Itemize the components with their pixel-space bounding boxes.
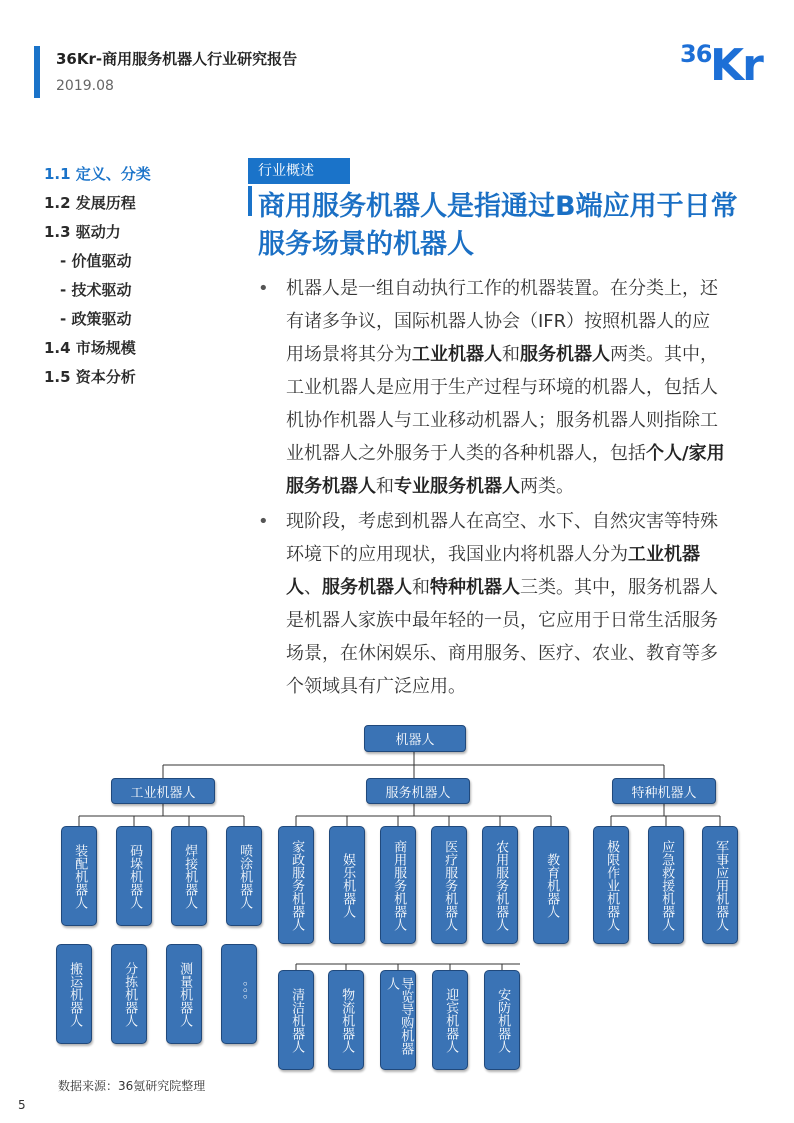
brand-logo: [676, 30, 772, 96]
node-entertainment-robot: 娱乐机器人: [329, 826, 365, 944]
node-assembly-robot: 装配机器人: [61, 826, 97, 926]
robot-classification-diagram: [0, 720, 794, 1080]
headline-accent-bar: [248, 186, 252, 216]
node-cleaning-robot: 清洁机器人: [278, 970, 314, 1070]
text: 机器人是一组自动执行工作的机器装置。在分类上，还有诸多争议，国际机器人协会（IFR）按照机器人的应用场景将其分为: [286, 278, 718, 365]
data-source-note: 数据来源：36氪研究院整理: [58, 1079, 206, 1093]
node-commercial-service-robot: 商用服务机器人: [380, 826, 416, 944]
toc-item-definition[interactable]: 1.1 定义、分类: [44, 165, 151, 183]
text: 两类。其中，工业机器人是应用于生产过程与环境的机器人，包括人机协作机器人与工业移动机器人；服务机器人则指除工业机器人之外服务于人类的各种机器人，包括: [286, 344, 718, 464]
node-welding-robot: 焊接机器人: [171, 826, 207, 926]
text: 、: [304, 577, 322, 598]
text: 三类。其中，服务机器人是机器人家族中最年轻的一员，它应用于日常生活服务场景，在休闲娱乐、商用服务、医疗、农业、教育等多个领域具有广泛应用。: [286, 577, 718, 697]
section-headline: 商用服务机器人是指通过B端应用于日常服务场景的机器人: [258, 191, 738, 260]
bold-text: 工业机器人: [412, 344, 502, 365]
bullet-dot: •: [258, 278, 269, 299]
node-handling-robot: 搬运机器人: [56, 944, 92, 1044]
node-emergency-rescue-robot: 应急救援机器人: [648, 826, 684, 944]
node-more-ellipsis: 。。。: [221, 944, 257, 1044]
text: 和: [412, 577, 430, 598]
node-industrial-robot: 工业机器人: [111, 778, 215, 804]
node-special-robot: 特种机器人: [612, 778, 716, 804]
bold-text: 服务机器人: [520, 344, 610, 365]
page-number: 5: [18, 1098, 26, 1112]
text: 和: [376, 476, 394, 497]
report-date: 2019.08: [56, 78, 114, 94]
node-agricultural-service-robot: 农用服务机器人: [482, 826, 518, 944]
node-military-robot: 军事应用机器人: [702, 826, 738, 944]
table-of-contents: [44, 160, 234, 392]
node-logistics-robot: 物流机器人: [328, 970, 364, 1070]
node-service-robot: 服务机器人: [366, 778, 470, 804]
node-measuring-robot: 测量机器人: [166, 944, 202, 1044]
node-reception-robot: 迎宾机器人: [432, 970, 468, 1070]
node-housekeeping-robot: 家政服务机器人: [278, 826, 314, 944]
bullet-dot: •: [258, 511, 269, 532]
text: 现阶段，考虑到机器人在高空、水下、自然灾害等特殊环境下的应用现状，我国业内将机器人分为: [286, 511, 718, 565]
toc-item-history[interactable]: 1.2 发展历程: [44, 194, 136, 212]
bold-text: 服务机器人: [322, 577, 412, 598]
node-spraying-robot: 喷涂机器人: [226, 826, 262, 926]
node-security-robot: 安防机器人: [484, 970, 520, 1070]
section-tag: 行业概述: [248, 158, 350, 184]
bold-text: 特种机器人: [430, 577, 520, 598]
bullet-paragraph-2: [258, 505, 728, 703]
node-extreme-work-robot: 极限作业机器人: [593, 826, 629, 944]
header-accent-bar: [34, 46, 40, 98]
toc-item-tech-driver[interactable]: - 技术驱动: [60, 281, 132, 299]
toc-item-market-size[interactable]: 1.4 市场规模: [44, 339, 136, 357]
node-sorting-robot: 分拣机器人: [111, 944, 147, 1044]
text: 和: [502, 344, 520, 365]
bold-text: 工业机器人: [286, 544, 700, 598]
toc-item-value-driver[interactable]: - 价值驱动: [60, 252, 132, 270]
toc-item-policy-driver[interactable]: - 政策驱动: [60, 310, 132, 328]
node-robot: 机器人: [364, 725, 466, 752]
toc-item-capital[interactable]: 1.5 资本分析: [44, 368, 136, 386]
bold-text: 专业服务机器人: [394, 476, 520, 497]
node-education-robot: 教育机器人: [533, 826, 569, 944]
node-medical-service-robot: 医疗服务机器人: [431, 826, 467, 944]
bold-text: 个人/家用服务机器人: [286, 443, 725, 497]
logo-letters: Kr: [710, 40, 762, 91]
node-palletizing-robot: 码垛机器人: [116, 826, 152, 926]
bullet-paragraph-1: [258, 272, 728, 503]
report-title: 36Kr-商用服务机器人行业研究报告: [56, 50, 298, 68]
node-guide-shopping-robot: 导览导购机器人: [380, 970, 416, 1070]
bullet-list: [258, 272, 728, 705]
toc-item-drivers[interactable]: 1.3 驱动力: [44, 223, 121, 241]
text: 两类。: [520, 476, 574, 497]
logo-number: 36: [680, 40, 712, 68]
